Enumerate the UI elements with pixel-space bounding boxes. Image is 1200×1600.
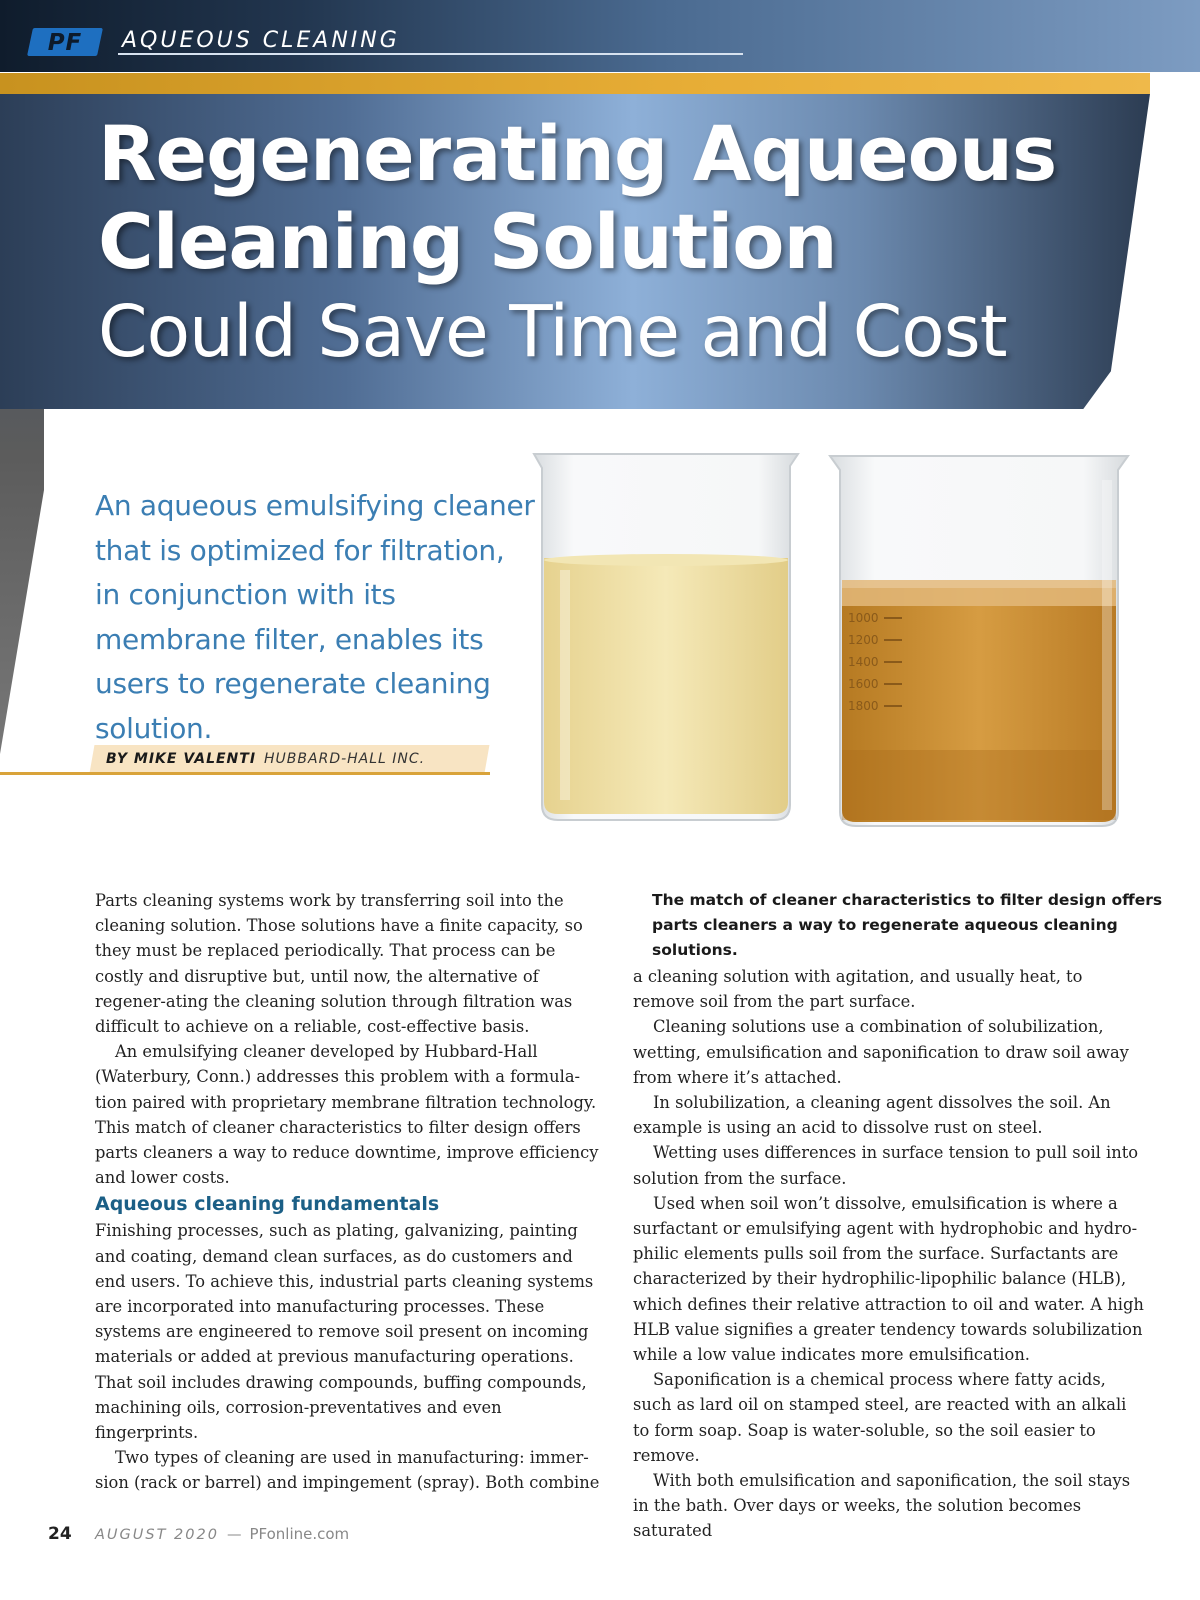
left-liquid xyxy=(544,558,788,814)
body-column-left xyxy=(95,888,603,1496)
headline xyxy=(98,110,1118,378)
graduation-1000: 1000 xyxy=(848,611,879,625)
right-beaker xyxy=(830,456,1128,826)
headline-line-2: Cleaning Solution xyxy=(98,197,837,286)
section-rule xyxy=(118,53,743,55)
page-number: 24 xyxy=(48,1524,72,1544)
body-paragraph: Cleaning solutions use a combination of solubilization, wetting, emulsification and saponification to draw soil away from where it’s attached. xyxy=(633,1017,1129,1087)
section-label: AQUEOUS CLEANING xyxy=(122,28,400,53)
body-paragraph: Used when soil won’t dissolve, emulsification is where a surfactant or emulsifying agent with hydrophobic and hydro-philic elements pulls soil from the surface. Surfactants are characterized by their hydrophilic-lipophilic balance (HLB), which defines their relative attraction to oil and water. A high HLB value signifies a greater tendency towards solubilization while a low value indicates more emulsification. xyxy=(633,1193,1144,1365)
body-paragraph: Wetting uses differences in surface tension to pull soil into solution from the surface. xyxy=(633,1143,1139,1188)
graduation-1800: 1800 xyxy=(848,699,879,713)
headline-line-3: Could Save Time and Cost xyxy=(98,290,1007,373)
body-paragraph: Finishing processes, such as plating, galvanizing, painting and coating, demand clean surfaces, as do customers and end users. To achieve this, industrial parts cleaning systems are incorporated into manufacturing processes. These systems are engineered to remove soil present on incoming materials or added at previous manufacturing operations. That soil includes drawing compounds, buffing compounds, machining oils, corrosion-preventatives and even fingerprints. xyxy=(95,1221,594,1443)
byline-company: HUBBARD-HALL INC. xyxy=(264,751,426,767)
article-deck: An aqueous emulsifying cleaner that is optimized for filtration, in conjunction with its membrane filter, enables its users to regenerate cleaning solution. xyxy=(95,489,535,745)
graduation-1200: 1200 xyxy=(848,633,879,647)
footer-separator: — xyxy=(226,1527,242,1543)
body-paragraph: In solubilization, a cleaning agent dissolves the soil. An example is using an acid to dissolve rust on steel. xyxy=(633,1093,1111,1138)
body-column-right xyxy=(633,964,1145,1544)
byline-rule xyxy=(0,772,490,775)
body-paragraph: With both emulsification and saponification, the soil stays in the bath. Over days or weeks, the solution becomes saturated xyxy=(633,1471,1131,1541)
graduation-1600: 1600 xyxy=(848,677,879,691)
pf-logo-text: PF xyxy=(47,30,83,56)
headline-line-1: Regenerating Aqueous xyxy=(98,109,1057,198)
footer-date: AUGUST 2020 xyxy=(95,1527,219,1543)
beakers-photo xyxy=(528,450,1168,850)
left-beaker xyxy=(534,454,798,820)
pull-quote: The match of cleaner characteristics to filter design offers parts cleaners a way to regenerate aqueous cleaning solutions. xyxy=(652,891,1163,959)
body-paragraph: a cleaning solution with agitation, and usually heat, to remove soil from the part surface. xyxy=(633,967,1083,1012)
body-paragraph: An emulsifying cleaner developed by Hubbard-Hall (Waterbury, Conn.) addresses this problem with a formula-tion paired with proprietary membrane filtration technology. This match of cleaner characteristics to filter design offers parts cleaners a way to reduce downtime, improve efficiency and lower costs. xyxy=(95,1042,599,1188)
byline-author: BY MIKE VALENTI xyxy=(106,751,257,767)
footer-site-link[interactable]: PFonline.com xyxy=(249,1525,350,1543)
gold-accent-bar xyxy=(0,73,1150,94)
section-subhead: Aqueous cleaning fundamentals xyxy=(95,1193,440,1216)
body-paragraph: Parts cleaning systems work by transferring soil into the cleaning solution. Those solutions have a finite capacity, so they must be replaced periodically. That process can be costly and disruptive but, until now, the alternative of regener-ating the cleaning solution through filtration was difficult to achieve on a reliable, cost-effective basis. xyxy=(95,891,583,1037)
byline xyxy=(106,748,425,770)
body-paragraph: Saponification is a chemical process where fatty acids, such as lard oil on stamped steel, are reacted with an alkali to form soap. Soap is water-soluble, so the soil easier to remove. xyxy=(633,1370,1127,1465)
body-paragraph: Two types of cleaning are used in manufacturing: immer-sion (rack or barrel) and impingement (spray). Both combine xyxy=(95,1448,600,1493)
footer xyxy=(95,1525,349,1543)
graduation-1400: 1400 xyxy=(848,655,879,669)
